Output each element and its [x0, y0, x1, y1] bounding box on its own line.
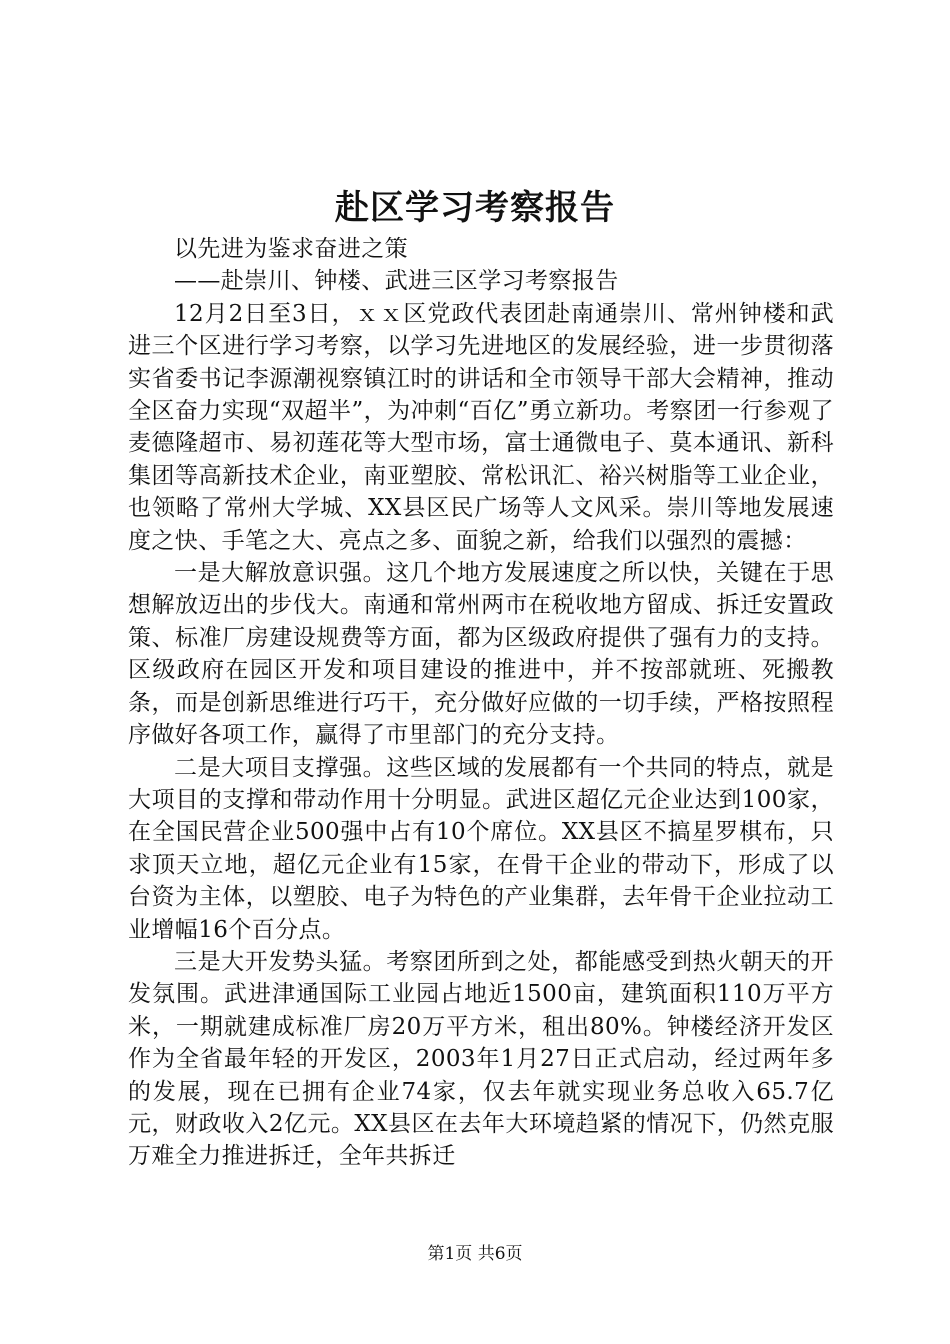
subtitle-line-1: 以先进为鉴求奋进之策 — [174, 236, 408, 262]
subtitle-line-2: ——赴崇川、钟楼、武进三区学习考察报告 — [174, 268, 619, 295]
document-body — [128, 233, 834, 1173]
paragraph-intro: 12月2日至3日，ｘｘ区党政代表团赴南通崇川、常州钟楼和武进三个区进行学习考察，以学习先进地区的发展经验，进一步贯彻落实省委书记李源潮视察镇江时的讲话和全市领导干部大会精神，推动全区奋力实现“双超半”，为冲刺“百亿”勇立新功。考察团一行参观了麦德隆超市、易初莲花等大型市场，富士通微电子、莫本通讯、新科集团等高新技术企业，南亚塑胶、常松讯汇、裕兴树脂等工业企业，也领略了常州大学城、XX县区民广场等人文风采。崇川等地发展速度之快、手笔之大、亮点之多、面貌之新，给我们以强烈的震撼： — [128, 300, 834, 554]
paragraph-point-3: 三是大开发势头猛。考察团所到之处，都能感受到热火朝天的开发氛围。武进津通国际工业园占地近1500亩，建筑面积110万平方米，一期就建成标准厂房20万平方米，租出80%。钟楼经济开发区作为全省最年轻的开发区，2003年1月27日正式启动，经过两年多的发展，现在已拥有企业74家，仅去年就实现业务总收入65.7亿元，财政收入2亿元。XX县区在去年大环境趋紧的情况下，仍然克服万难全力推进拆迁，全年共拆迁 — [128, 948, 834, 1170]
document-title: 赴区学习考察报告 — [335, 188, 615, 228]
page-footer: 第1页 共6页 — [427, 1244, 523, 1264]
paragraph-point-2: 二是大项目支撑强。这些区域的发展都有一个共同的特点，就是大项目的支撑和带动作用十分明显。武进区超亿元企业达到100家，在全国民营企业500强中占有10个席位。XX县区不搞星罗棋布，只求顶天立地，超亿元企业有15家，在骨干企业的带动下，形成了以台资为主体，以塑胶、电子为特色的产业集群，去年骨干企业拉动工业增幅16个百分点。 — [128, 754, 834, 943]
paragraph-point-1: 一是大解放意识强。这几个地方发展速度之所以快，关键在于思想解放迈出的步伐大。南通和常州两市在税收地方留成、拆迁安置政策、标准厂房建设规费等方面，都为区级政府提供了强有力的支持。区级政府在园区开发和项目建设的推进中，并不按部就班、死搬教条，而是创新思维进行巧干，充分做好应做的一切手续，严格按照程序做好各项工作，赢得了市里部门的充分支持。 — [128, 560, 834, 749]
